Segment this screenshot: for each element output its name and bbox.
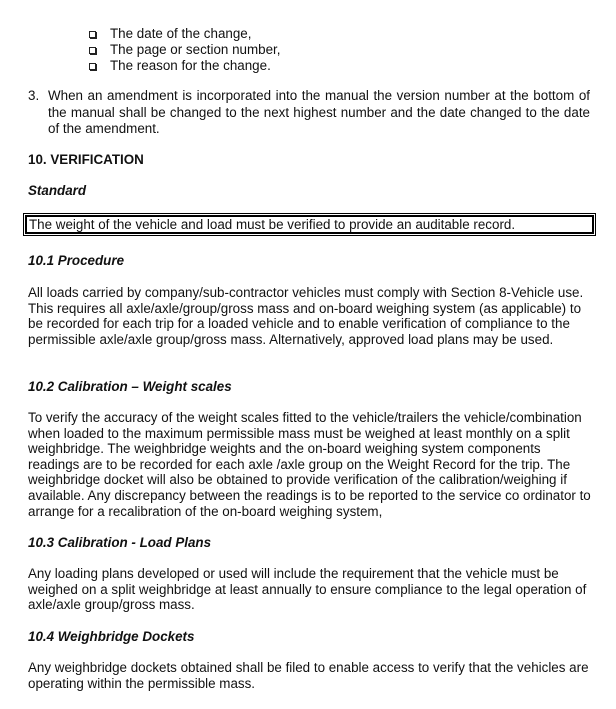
item-text: When an amendment is incorporated into the manual the version number at the bottom of the manual shall be changed to the next highest number and the date changed to the date of the amendment. — [48, 88, 590, 136]
subsection-body-10-1: All loads carried by company/sub-contractor vehicles must comply with Section 8-Vehicle use. This requires all axle/axle/group/gross mass and on-board weighing system (as applicable) to be recorded for each trip for a loaded vehicle and to enable verification of compliance to the permissible axle/axle group/gross mass. Alternatively, approved load plans may be used. — [28, 285, 584, 347]
subsection-heading-10-4: 10.4 Weighbridge Dockets — [28, 629, 195, 644]
subsection-body-10-4: Any weighbridge dockets obtained shall be filed to enable access to verify that the vehicles are operating within the permissible mass. — [28, 660, 589, 691]
subsection-body-10-2: To verify the accuracy of the weight scales fitted to the vehicle/trailers the vehicle/combination when loaded to the maximum permissible mass must be weighed at least monthly on a split weighbridge. The weighbridge weights and the on-board weighing system components readings are to be recorded for each axle /axle group on the Weight Record for the trip. The weighbridge docket will also be obtained to provide verification of the calibration/weighing if available. Any discrepancy between the readings is to be reported to the service co ordinator to arrange for a recalibration of the on-board weighing system, — [28, 410, 591, 519]
standard-box-text: The weight of the vehicle and load must be verified to provide an auditable record. — [25, 215, 594, 234]
list-item — [88, 42, 280, 58]
standard-box — [23, 213, 596, 236]
list-item-text: The page or section number, — [110, 42, 281, 57]
list-item-text: The reason for the change. — [110, 58, 271, 73]
list-item — [88, 26, 280, 42]
list-item — [88, 58, 280, 74]
square-bullet-icon — [89, 63, 96, 70]
subsection-heading-10-3: 10.3 Calibration - Load Plans — [28, 535, 212, 550]
list-item-text: The date of the change, — [110, 26, 252, 41]
subsection-heading-10-2: 10.2 Calibration – Weight scales — [28, 379, 232, 394]
item-number: 3. — [28, 88, 40, 103]
numbered-item-3 — [28, 88, 590, 138]
square-bullet-icon — [89, 31, 96, 38]
subsection-body-10-3: Any loading plans developed or used will include the requirement that the vehicle must be weighed on a split weighbridge at least annually to ensure compliance to the legal operation of axle/axle group/gross mass. — [28, 566, 587, 613]
change-details-list — [88, 26, 280, 74]
subsection-heading-10-1: 10.1 Procedure — [28, 253, 125, 268]
square-bullet-icon — [89, 47, 96, 54]
standard-heading: Standard — [28, 183, 87, 198]
section-heading: 10. VERIFICATION — [28, 152, 144, 167]
